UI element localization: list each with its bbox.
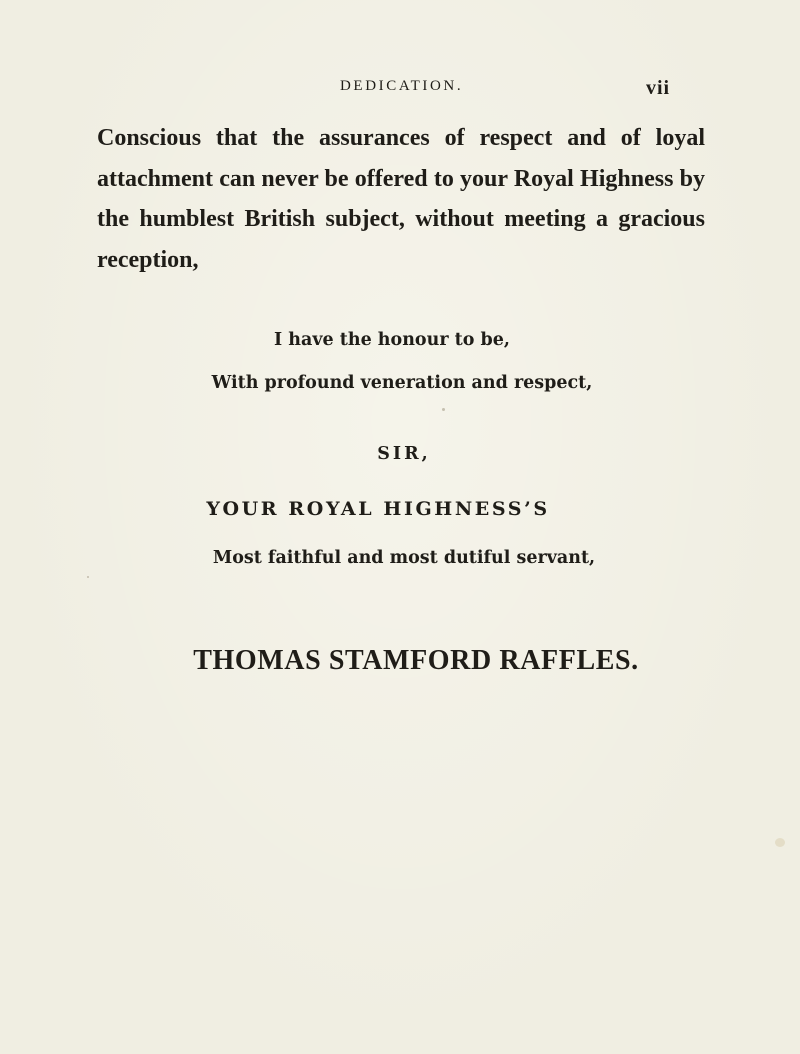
closing-line-veneration: With profound veneration and respect, [211, 373, 593, 393]
closing-line-honour: I have the honour to be, [274, 330, 510, 350]
paper-speck [87, 576, 89, 578]
salutation: SIR, [377, 444, 431, 464]
running-title: DEDICATION. [340, 78, 464, 94]
page-number: vii [646, 77, 671, 99]
signature: THOMAS STAMFORD RAFFLES. [193, 645, 639, 676]
dedication-paragraph: Conscious that the assurances of respect and of loyal attachment can never be offered to your Royal Highness by the humblest British subject, without meeting a gracious reception, [97, 125, 705, 273]
paper-speck [442, 408, 445, 411]
closing-line-servant: Most faithful and most dutiful servant, [212, 548, 596, 568]
running-head [0, 78, 800, 100]
paper-speck [775, 838, 785, 847]
address-line: YOUR ROYAL HIGHNESS’S [206, 498, 550, 520]
